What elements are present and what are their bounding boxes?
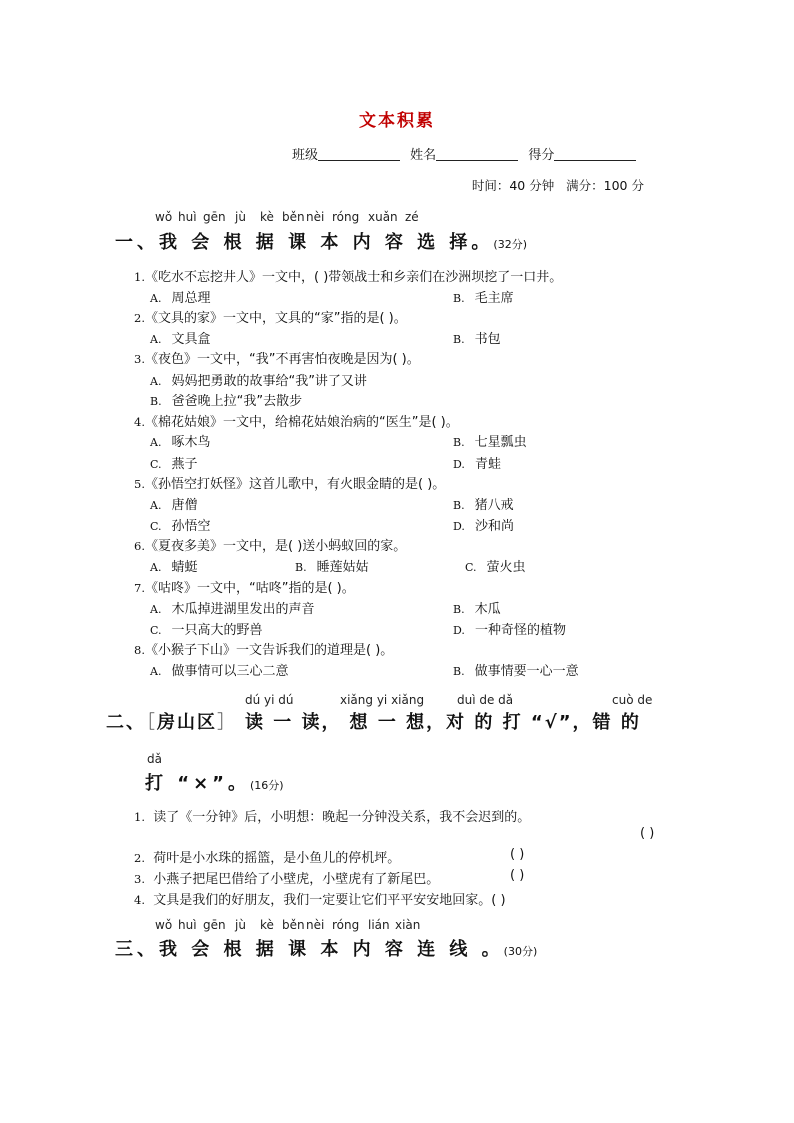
option-text: 青蛙 — [474, 457, 501, 472]
judge-item-2 — [134, 847, 400, 866]
option-c[interactable] — [150, 453, 198, 472]
option-letter: C. — [465, 561, 477, 574]
option-text: 孙悟空 — [171, 519, 211, 534]
item-number: 1. — [134, 810, 145, 824]
option-letter: A. — [150, 292, 162, 305]
option-text: 文具盒 — [171, 332, 211, 347]
option-d[interactable] — [453, 453, 501, 472]
answer-paren[interactable]: ( ) — [510, 868, 525, 883]
question-3 — [134, 348, 420, 367]
pinyin-syllable: gēn — [203, 918, 226, 932]
name-label: 姓名 — [410, 148, 437, 163]
question-text: 《棉花姑娘》一文中，给棉花姑娘治病的“医生”是( )。 — [144, 415, 459, 430]
question-number: 2. — [134, 311, 145, 325]
option-text: 妈妈把勇敢的故事给“我”讲了又讲 — [171, 374, 367, 389]
judge-item-1 — [134, 806, 530, 825]
pinyin-syllable: róng — [332, 918, 360, 932]
option-a[interactable] — [150, 556, 197, 575]
item-number: 2. — [134, 851, 145, 865]
heading-part: 打 “×”。 — [145, 773, 251, 794]
section3-points: (30分) — [503, 945, 538, 958]
section1-heading-text: 一、我 会 根 据 课 本 内 容 选 择。 — [115, 232, 494, 253]
option-letter: A. — [150, 561, 162, 574]
question-text: 《小猴子下山》一文告诉我们的道理是( )。 — [144, 643, 394, 658]
pinyin-syllable: běn — [282, 918, 305, 932]
question-number: 4. — [134, 415, 145, 429]
option-b[interactable] — [453, 494, 514, 513]
question-text: 《文具的家》一文中，文具的“家”指的是( )。 — [144, 311, 407, 326]
option-letter: A. — [150, 665, 162, 678]
pinyin-syllable: jù — [235, 210, 246, 224]
question-5 — [134, 473, 445, 492]
pinyin-syllable: róng — [332, 210, 360, 224]
item-text: 小燕子把尾巴借给了小壁虎，小壁虎有了新尾巴。 — [153, 872, 440, 887]
pinyin-syllable: huì — [178, 918, 197, 932]
page-title: 文本积累 — [359, 111, 435, 131]
heading-part: 想 一 想 — [349, 712, 427, 733]
score-blank[interactable] — [554, 146, 636, 161]
pinyin-syllable: lián — [368, 918, 390, 932]
option-text: 燕子 — [171, 457, 198, 472]
option-text: 木瓜 — [474, 602, 501, 617]
option-letter: C. — [150, 458, 162, 471]
option-text: 蜻蜓 — [171, 560, 198, 575]
option-b[interactable] — [453, 287, 514, 306]
section2-pinyin-2: dǎ — [147, 752, 162, 766]
question-4 — [134, 411, 459, 430]
option-letter: B. — [453, 292, 465, 305]
option-b[interactable] — [453, 660, 579, 679]
question-text: 《夜色》一文中，“我”不再害怕夜晚是因为( )。 — [144, 352, 420, 367]
question-text: 《孙悟空打妖怪》这首儿歌中，有火眼金睛的是( )。 — [144, 477, 446, 492]
option-text: 周总理 — [171, 291, 211, 306]
option-text: 做事情可以三心二意 — [171, 664, 289, 679]
option-text: 萤火虫 — [486, 560, 526, 575]
option-b[interactable] — [453, 598, 501, 617]
time-info — [472, 176, 644, 194]
option-a[interactable] — [150, 494, 197, 513]
pinyin-syllable: gēn — [203, 210, 226, 224]
option-letter: B. — [453, 603, 465, 616]
pinyin-syllable: nèi — [306, 918, 325, 932]
section2-heading-line1 — [106, 708, 641, 734]
question-6 — [134, 535, 406, 554]
option-text: 木瓜掉进湖里发出的声音 — [171, 602, 315, 617]
question-number: 6. — [134, 539, 145, 553]
question-text: 《吃水不忘挖井人》一文中，( )带领战士和乡亲们在沙洲坝挖了一口井。 — [144, 270, 563, 285]
section2-points: (16分) — [250, 779, 284, 792]
item-text: 荷叶是小水珠的摇篮，是小鱼儿的停机坪。 — [153, 851, 401, 866]
option-c[interactable] — [150, 619, 263, 638]
option-letter: B. — [453, 499, 465, 512]
option-d[interactable] — [453, 619, 566, 638]
option-text: 沙和尚 — [474, 519, 514, 534]
option-letter: C. — [150, 520, 162, 533]
pinyin-syllable: wǒ — [155, 918, 173, 932]
pinyin-syllable: nèi — [306, 210, 325, 224]
pinyin-syllable: xiàn — [395, 918, 421, 932]
question-1 — [134, 266, 562, 285]
pinyin-syllable: huì — [178, 210, 197, 224]
full-score: 满分：100 分 — [566, 178, 644, 193]
section3-heading — [115, 935, 537, 961]
pinyin-syllable: zé — [405, 210, 419, 224]
section3-heading-text: 三、我 会 根 据 课 本 内 容 连 线 。 — [115, 939, 504, 960]
option-c[interactable] — [150, 515, 211, 534]
pinyin-syllable: běn — [282, 210, 305, 224]
option-text: 七星瓢虫 — [474, 435, 527, 450]
option-letter: A. — [150, 499, 162, 512]
district-label: 房山区 — [157, 712, 217, 733]
option-a[interactable] — [150, 598, 314, 617]
option-a[interactable] — [150, 370, 367, 389]
option-text: 啄木鸟 — [171, 435, 211, 450]
option-text: 睡莲姑姑 — [316, 560, 369, 575]
class-blank[interactable] — [318, 146, 400, 161]
option-text: 一种奇怪的植物 — [474, 623, 566, 638]
pinyin-group: dú yi dú — [245, 693, 294, 707]
question-number: 1. — [134, 270, 145, 284]
name-blank[interactable] — [436, 146, 518, 161]
pinyin-group: duì de dǎ — [457, 693, 514, 707]
option-text: 做事情要一心一意 — [474, 664, 579, 679]
option-text: 一只高大的野兽 — [171, 623, 263, 638]
answer-paren[interactable]: ( ) — [510, 847, 525, 862]
pinyin-syllable: kè — [260, 918, 274, 932]
question-text: 《咕咚》一文中，“咕咚”指的是( )。 — [144, 581, 355, 596]
option-text: 爸爸晚上拉“我”去散步 — [171, 394, 303, 409]
question-number: 8. — [134, 643, 145, 657]
bracket-open: ［ — [146, 712, 157, 733]
option-a[interactable] — [150, 660, 288, 679]
pinyin-syllable: jù — [235, 918, 246, 932]
option-letter: B. — [453, 665, 465, 678]
class-label: 班级 — [292, 148, 319, 163]
option-b[interactable] — [453, 431, 527, 450]
question-7 — [134, 577, 355, 596]
pinyin-group: xiǎng yi xiǎng — [340, 693, 425, 707]
option-letter: A. — [150, 603, 162, 616]
section1-points: (32分) — [493, 238, 527, 251]
question-number: 5. — [134, 477, 145, 491]
item-text: 读了《一分钟》后，小明想：晚起一分钟没关系，我不会迟到的。 — [153, 810, 531, 825]
option-a[interactable] — [150, 287, 210, 306]
option-d[interactable] — [453, 515, 514, 534]
question-8 — [134, 639, 393, 658]
option-b[interactable] — [295, 556, 369, 575]
option-b[interactable] — [453, 328, 501, 347]
pinyin-syllable: xuǎn — [368, 210, 398, 224]
question-text: 《夏夜多美》一文中，是( )送小蚂蚁回的家。 — [144, 539, 407, 554]
option-a[interactable] — [150, 328, 210, 347]
option-letter: B. — [295, 561, 307, 574]
option-letter: C. — [150, 624, 162, 637]
item-number: 4. — [134, 893, 145, 907]
option-c[interactable] — [465, 556, 526, 575]
option-text: 唐僧 — [171, 498, 198, 513]
option-a[interactable] — [150, 431, 210, 450]
question-2 — [134, 307, 407, 326]
option-letter: B. — [453, 333, 465, 346]
judge-item-3 — [134, 868, 439, 887]
option-letter: D. — [453, 458, 465, 471]
answer-paren[interactable]: ( ) — [640, 826, 655, 841]
item-number: 3. — [134, 872, 145, 886]
bracket-close: ］ — [217, 712, 237, 733]
option-letter: A. — [150, 375, 162, 388]
heading-part: 读 一 读， — [245, 712, 342, 733]
pinyin-group: cuò de — [612, 693, 653, 707]
score-label: 得分 — [528, 148, 555, 163]
heading-part: ，对 的 打 “√”，错 的 — [426, 712, 641, 733]
option-letter: A. — [150, 333, 162, 346]
pinyin-syllable: kè — [260, 210, 274, 224]
section1-heading — [115, 228, 527, 254]
option-letter: A. — [150, 436, 162, 449]
student-info-row — [292, 144, 642, 163]
option-text: 书包 — [474, 332, 501, 347]
option-text: 毛主席 — [474, 291, 514, 306]
item-text: 文具是我们的好朋友，我们一定要让它们平平安安地回家。( ) — [153, 893, 506, 908]
question-number: 3. — [134, 352, 145, 366]
option-letter: B. — [453, 436, 465, 449]
section2-heading-line2 — [145, 769, 284, 795]
time-limit: 时间：40 分钟 — [471, 178, 555, 193]
judge-item-4 — [134, 889, 506, 908]
option-letter: D. — [453, 520, 465, 533]
section-number: 二、 — [106, 712, 146, 733]
option-b[interactable] — [150, 390, 302, 409]
option-letter: B. — [150, 395, 162, 408]
pinyin-syllable: wǒ — [155, 210, 173, 224]
option-text: 猪八戒 — [474, 498, 514, 513]
option-letter: D. — [453, 624, 465, 637]
question-number: 7. — [134, 581, 145, 595]
